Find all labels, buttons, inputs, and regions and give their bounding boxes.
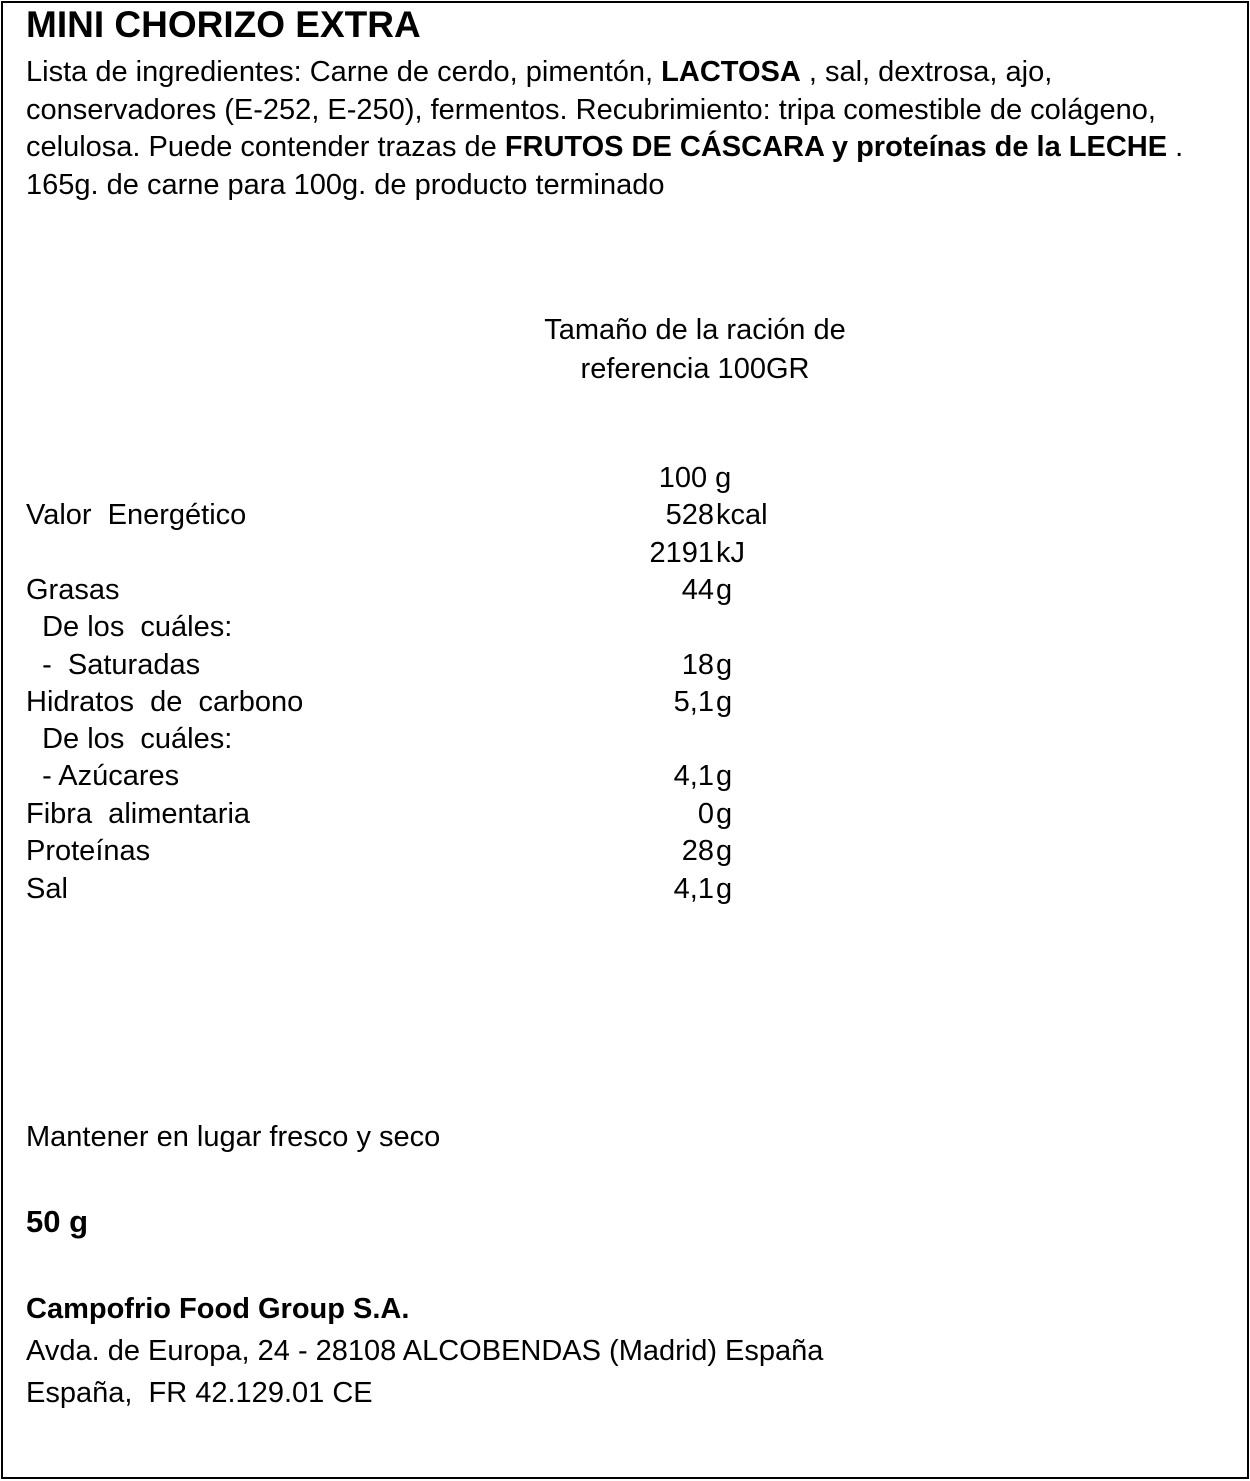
net-weight: 50 g [26, 1204, 89, 1239]
nutrition-column-header: 100 g [658, 462, 732, 494]
nutrient-label: Sal [26, 873, 68, 905]
ingredients-text-1: Lista de ingredientes: Carne de cerdo, pimentón, [26, 56, 662, 88]
nutrient-value: 28 [681, 835, 714, 867]
ingredients-text-3: . 165g. de carne para 100g. de producto terminado [26, 131, 1184, 201]
nutrient-label: Proteínas [26, 835, 151, 867]
nutrition-row [0, 535, 1250, 572]
nutrient-unit: g [716, 649, 733, 681]
nutrient-label: Fibra alimentaria [26, 798, 251, 830]
ingredients-list [26, 54, 1216, 204]
nutrient-label: Hidratos de carbono [26, 686, 304, 718]
serving-size-line-2: referencia 100GR [580, 353, 810, 385]
serving-size-line-1: Tamaño de la ración de [544, 314, 846, 346]
serving-size [445, 311, 945, 389]
nutrition-row [0, 497, 1250, 534]
storage-instructions: Mantener en lugar fresco y seco [26, 1121, 441, 1153]
nutrient-label: Valor Energético [26, 499, 247, 531]
product-title: MINI CHORIZO EXTRA [26, 4, 421, 45]
nutrient-label: De los cuáles: [26, 723, 233, 755]
ingredients-text-2: , sal, dextrosa, ajo, conservadores (E-252, E-250), fermentos. Recubrimiento: tripa comestible de colágeno, celulosa. Puede contender trazas de [26, 56, 1156, 163]
nutrient-value: 2191 [649, 537, 714, 569]
nutrient-unit: g [716, 574, 733, 606]
nutrient-unit: g [716, 798, 733, 830]
nutrition-row [0, 684, 1250, 721]
nutrient-unit: g [716, 873, 733, 905]
nutrition-row [0, 871, 1250, 908]
allergen-nuts-milk: FRUTOS DE CÁSCARA y proteínas de la LECHE [504, 131, 1168, 163]
nutrition-row [0, 572, 1250, 609]
nutrition-row [0, 647, 1250, 684]
nutrition-row [0, 721, 1250, 758]
nutrient-label: De los cuáles: [26, 611, 233, 643]
allergen-lactose: LACTOSA [661, 56, 801, 88]
nutrition-row [0, 833, 1250, 870]
health-registry: España, FR 42.129.01 CE [26, 1377, 373, 1409]
nutrient-value: 18 [681, 649, 714, 681]
nutrient-value: 4,1 [673, 873, 714, 905]
nutrition-row [0, 609, 1250, 646]
nutrition-row [0, 796, 1250, 833]
nutrient-unit: g [716, 686, 733, 718]
nutrition-row [0, 758, 1250, 795]
nutrient-unit: kcal [716, 499, 768, 531]
nutrient-label: - Azúcares [26, 760, 180, 792]
company-address: Avda. de Europa, 24 - 28108 ALCOBENDAS (Madrid) España [26, 1335, 824, 1367]
nutrient-value: 5,1 [673, 686, 714, 718]
nutrient-unit: g [716, 760, 733, 792]
nutrient-label: - Saturadas [26, 649, 201, 681]
company-name: Campofrio Food Group S.A. [26, 1293, 410, 1325]
nutrient-unit: kJ [716, 537, 745, 569]
nutrient-value: 4,1 [673, 760, 714, 792]
nutrient-label: Grasas [26, 574, 120, 606]
nutrient-value: 44 [681, 574, 714, 606]
nutrient-value: 0 [697, 798, 714, 830]
nutrient-value: 528 [665, 499, 714, 531]
nutrient-unit: g [716, 835, 733, 867]
